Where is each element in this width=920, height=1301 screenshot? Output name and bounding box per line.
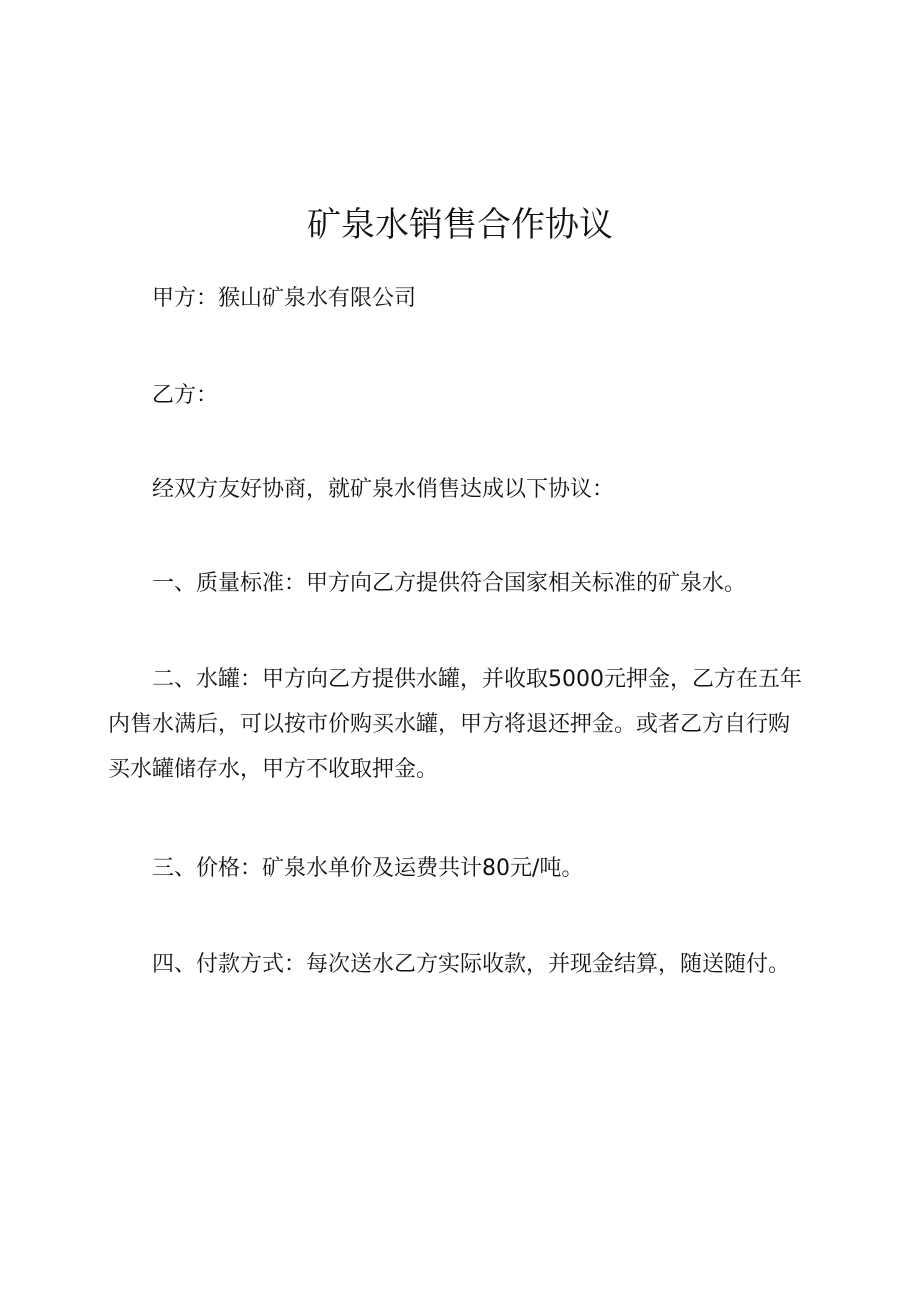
clause-payment-method: 四、付款方式：每次送水乙方实际收款，并现金结算，随送随付。	[152, 952, 791, 977]
clause-price: 三、价格：矿泉水单价及运费共计80元/吨。	[152, 856, 584, 881]
party-a-line: 甲方：猴山矿泉水有限公司	[152, 286, 417, 311]
clause-water-tank: 二、水罐：甲方向乙方提供水罐，并收取5000元押金，乙方在五年内售水满后，可以按市价购买水罐，甲方将退还押金。或者乙方自行购买水罐储存水，甲方不收取押金。	[108, 667, 802, 782]
party-b-line: 乙方：	[152, 383, 219, 408]
document-title: 矿泉水销售合作协议	[307, 204, 613, 245]
intro-paragraph: 经双方友好协商，就矿泉水俏售达成以下协议：	[152, 477, 615, 502]
clause-quality-standard: 一、质量标准：甲方向乙方提供符合国家相关标准的矿泉水。	[152, 571, 747, 596]
